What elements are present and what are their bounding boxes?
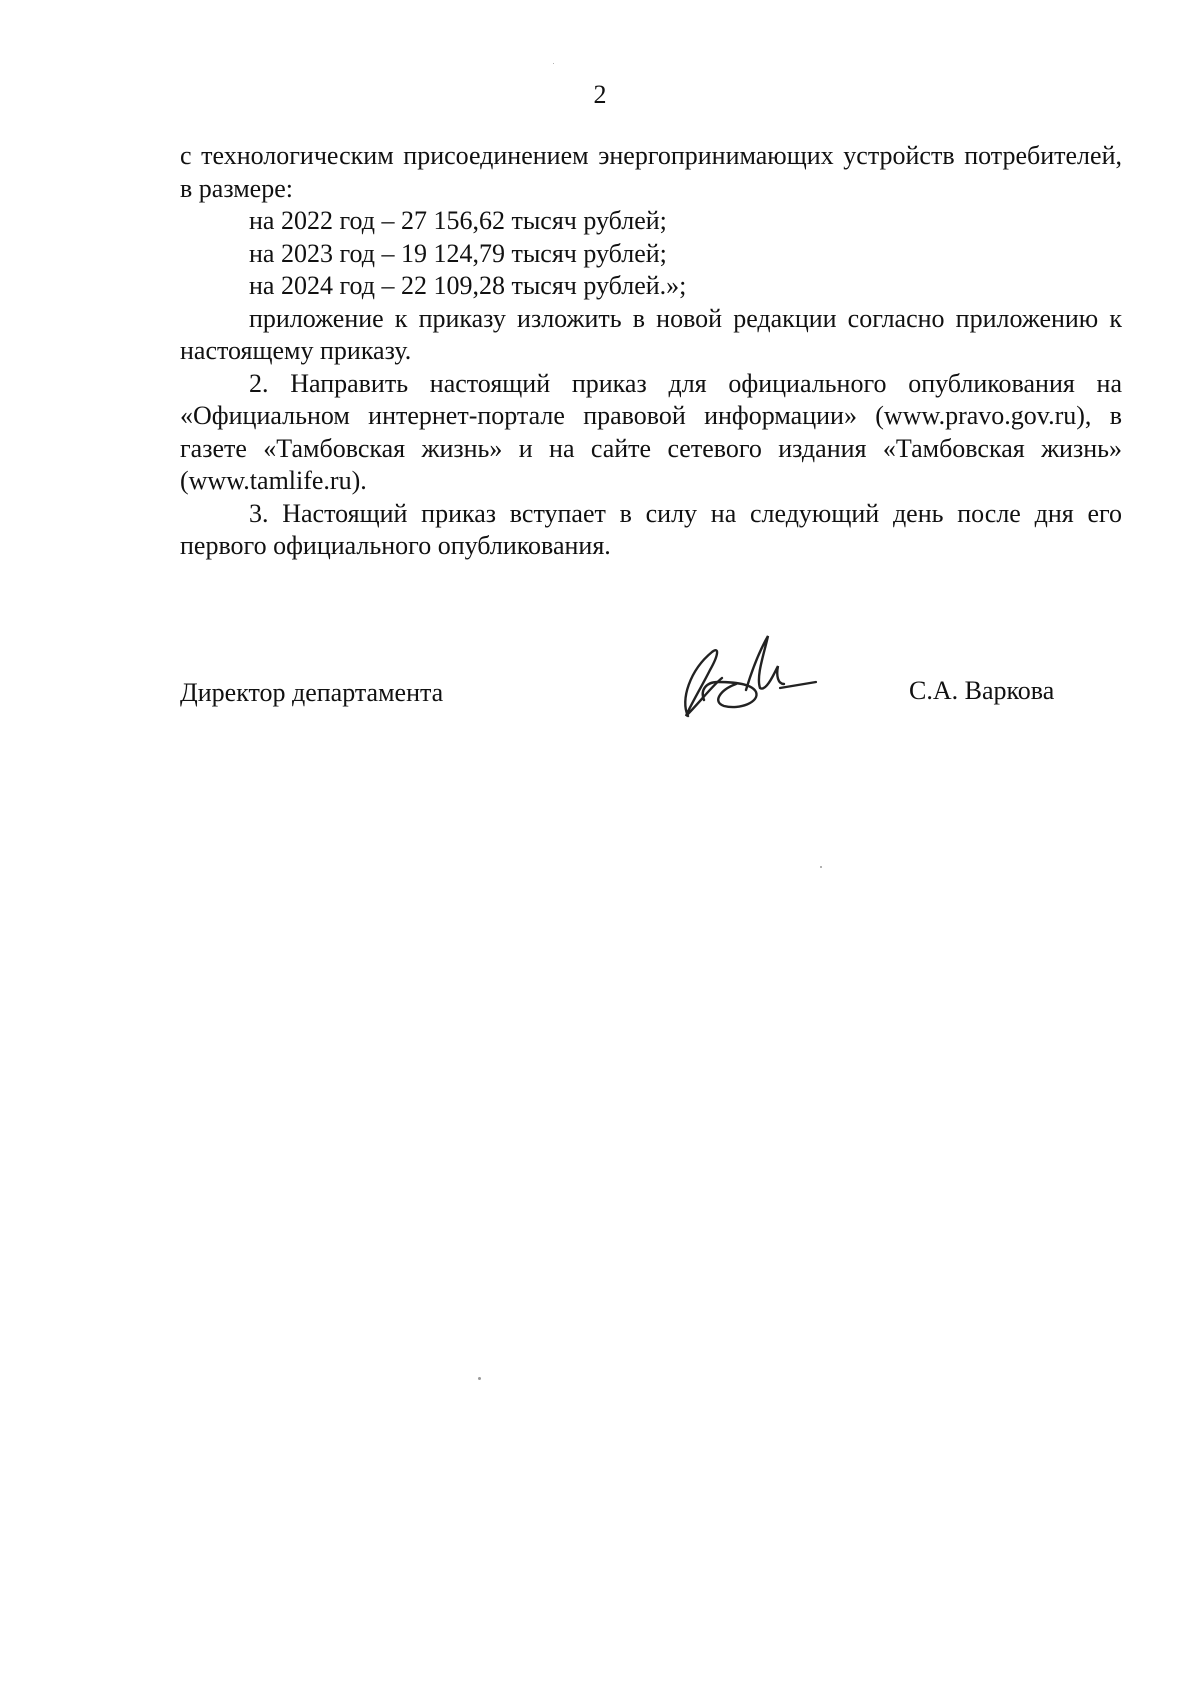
page-number: 2 [593, 80, 607, 109]
signatory-name: С.А. Варкова [909, 676, 1055, 705]
document-body [180, 140, 1122, 563]
scan-speck [820, 866, 822, 868]
amount-line-2023: на 2023 год – 19 124,79 тысяч рублей; [249, 238, 667, 268]
amount-line-2022: на 2022 год – 27 156,62 тысяч рублей; [249, 206, 667, 235]
amount-line-2024: на 2024 год – 22 109,28 тысяч рублей.»; [249, 271, 687, 300]
scan-speck [553, 63, 554, 64]
paragraph-connection-amount: с технологическим присоединением энергопринимающих устройств потребителей, в размере: [180, 141, 1122, 203]
paragraph-appendix: приложение к приказу изложить в новой редакции согласно приложению к настоящему приказу. [180, 303, 1122, 365]
scan-speck [478, 1377, 481, 1380]
paragraph-publication: 2. Направить настоящий приказ для официального опубликования на «Официальном интернет-портале правовой информации» (www.pravo.gov.ru), в газете «Тамбовская жизнь» и на сайте сетевого издания «Тамбовская жизнь» (www.tamlife.ru). [180, 368, 1122, 495]
signatory-position: Директор департамента [180, 678, 444, 707]
paragraph-effective-date: 3. Настоящий приказ вступает в силу на следующий день после дня его первого официального опубликования. [180, 498, 1122, 560]
handwritten-signature [660, 630, 820, 730]
